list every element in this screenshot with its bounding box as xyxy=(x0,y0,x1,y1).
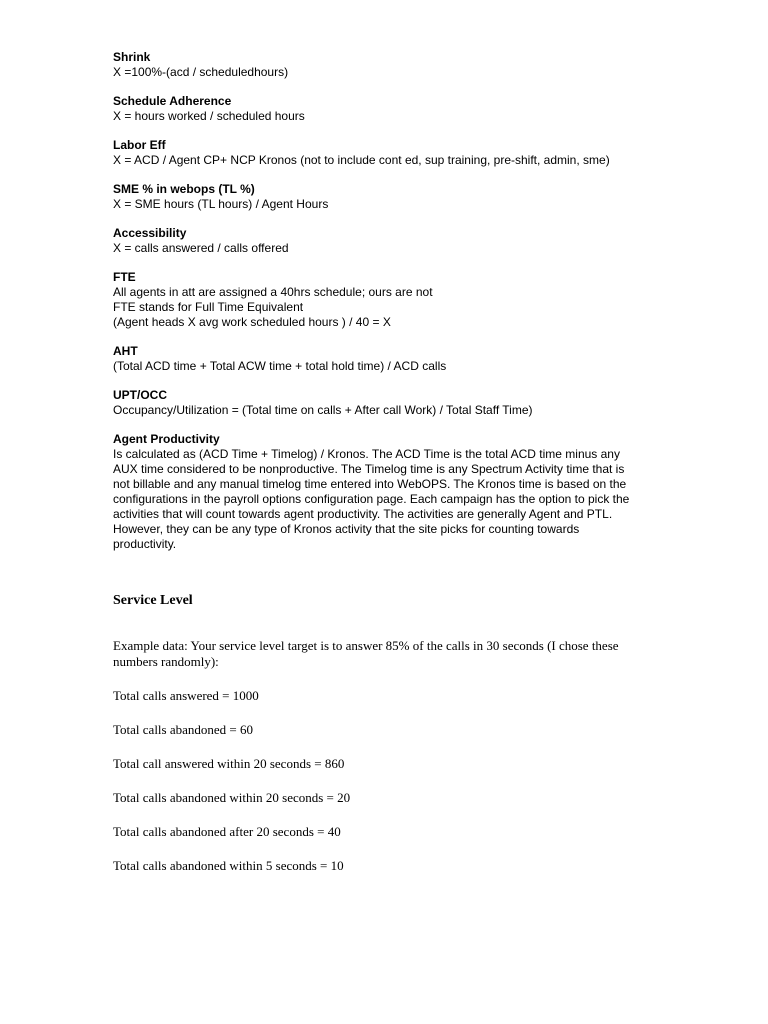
definition-title: SME % in webops (TL %) xyxy=(113,182,255,196)
definition-title: Schedule Adherence xyxy=(113,94,232,108)
definition-sme-percent xyxy=(113,182,673,212)
definition-title: Accessibility xyxy=(113,226,187,240)
definition-text: All agents in att are assigned a 40hrs schedule; ours are not xyxy=(113,285,433,299)
definition-formula: (Total ACD time + Total ACW time + total hold time) / ACD calls xyxy=(113,359,447,373)
definition-upt-occ xyxy=(113,388,673,418)
definition-shrink xyxy=(113,50,673,80)
example-item: Total calls abandoned after 20 seconds = 40 xyxy=(113,824,341,839)
definition-title: Shrink xyxy=(113,50,151,64)
definition-fte xyxy=(113,270,673,330)
service-level-section xyxy=(113,592,658,874)
example-item: Total call answered within 20 seconds = 860 xyxy=(113,756,345,771)
example-item: Total calls abandoned within 5 seconds = 10 xyxy=(113,858,344,873)
definition-labor-eff xyxy=(113,138,673,168)
definition-paragraph: Is calculated as (ACD Time + Timelog) / Kronos. The ACD Time is the total ACD time minus any AUX time considered to be nonproductive. The Timelog time is any Spectrum Activity time that is not billable and any manual timelog time entered into WebOPS. The Kronos time is based on the configurations in the payroll options configuration page. Each campaign has the option to pick the activities that will count towards agent productivity. The activities are generally Agent and PTL. However, they can be any type of Kronos activity that the site picks for counting towards productivity. xyxy=(113,447,630,551)
definition-formula: X = hours worked / scheduled hours xyxy=(113,109,305,123)
definition-formula: X =100%-(acd / scheduledhours) xyxy=(113,65,289,79)
definition-formula: Occupancy/Utilization = (Total time on calls + After call Work) / Total Staff Time) xyxy=(113,403,533,417)
example-item: Total calls abandoned = 60 xyxy=(113,722,253,737)
definition-title: UPT/OCC xyxy=(113,388,167,402)
metric-definitions xyxy=(113,50,673,566)
definition-text: FTE stands for Full Time Equivalent xyxy=(113,300,304,314)
definition-formula: X = SME hours (TL hours) / Agent Hours xyxy=(113,197,329,211)
definition-title: FTE xyxy=(113,270,136,284)
definition-formula: (Agent heads X avg work scheduled hours ) / 40 = X xyxy=(113,315,391,329)
section-title: Service Level xyxy=(113,593,193,608)
definition-title: Agent Productivity xyxy=(113,432,220,446)
definition-formula: X = ACD / Agent CP+ NCP Kronos (not to include cont ed, sup training, pre-shift, admin, sme) xyxy=(113,153,610,167)
definition-accessibility xyxy=(113,226,673,256)
definition-agent-productivity xyxy=(113,432,673,552)
example-intro: Example data: Your service level target is to answer 85% of the calls in 30 seconds (I chose these numbers randomly): xyxy=(113,638,619,669)
definition-aht xyxy=(113,344,673,374)
example-item: Total calls abandoned within 20 seconds = 20 xyxy=(113,790,351,805)
definition-title: Labor Eff xyxy=(113,138,166,152)
example-item: Total calls answered = 1000 xyxy=(113,688,259,703)
definition-formula: X = calls answered / calls offered xyxy=(113,241,289,255)
definition-title: AHT xyxy=(113,344,138,358)
definition-schedule-adherence xyxy=(113,94,673,124)
